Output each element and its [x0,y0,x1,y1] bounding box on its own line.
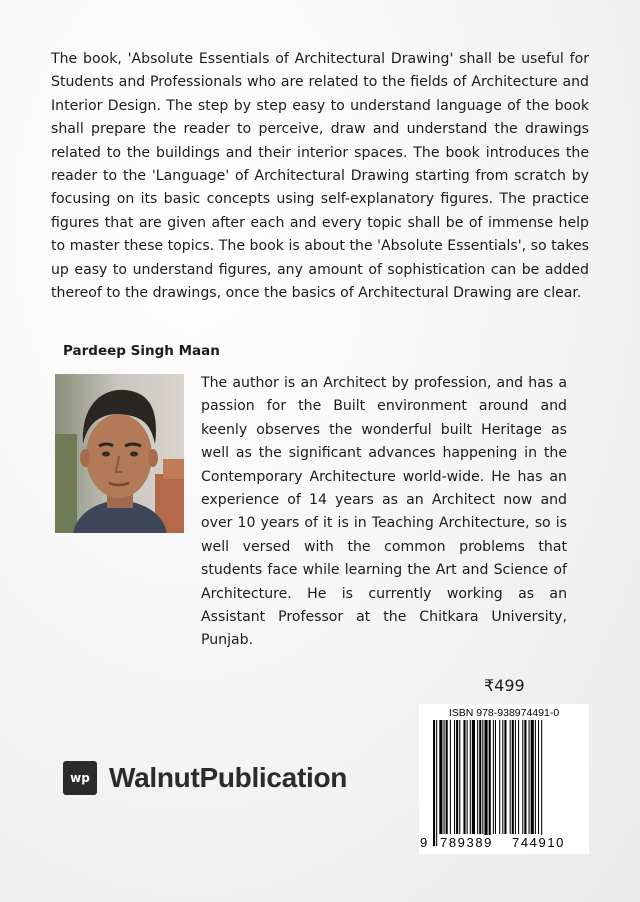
barcode-digits-left: 789389 [440,835,493,850]
publisher-logo-icon: wp [63,761,97,795]
price: ₹499 [484,676,525,695]
back-cover-blurb: The book, 'Absolute Essentials of Architectural Drawing' shall be useful for Students and Professionals who are related to the fields of Architecture and Interior Design. The step by step easy to understand language of the book shall prepare the reader to perceive, draw and understand the drawings related to the buildings and their interior spaces. The book introduces the reader to the 'Language' of Architectural Drawing starting from scratch by focusing on its basic concepts using self-explanatory figures. The practice figures that are given after each and every topic shall be of immense help to master these topics. The book is about the 'Absolute Essentials', so takes up easy to understand figures, any amount of sophistication can be added thereof to the drawings, once the basics of Architectural Drawing are clear. [51,51,589,302]
isbn-label: ISBN 978-938974491-0 [448,707,560,719]
barcode-digit-first: 9 [420,835,429,850]
author-photo [55,374,184,533]
barcode-bars [427,720,581,846]
author-bio: The author is an Architect by profession, and has a passion for the Built environment around and keenly observes the wonderful built Heritage as well as the significant advances happening in the Contemporary Architecture world-wide. He has an experience of 14 years as an Architect now and over 10 years of it is in Teaching Architecture, so is well versed with the common problems that students face while learning the Art and Science of Architecture. He is currently working as an Assistant Professor at the Chitkara University, Punjab. [201,375,567,649]
author-name: Pardeep Singh Maan [63,343,220,359]
publisher-brand [63,760,347,796]
isbn-barcode [419,704,589,854]
publisher-name: WalnutPublication [109,762,348,793]
barcode-digits-right: 744910 [512,835,565,850]
